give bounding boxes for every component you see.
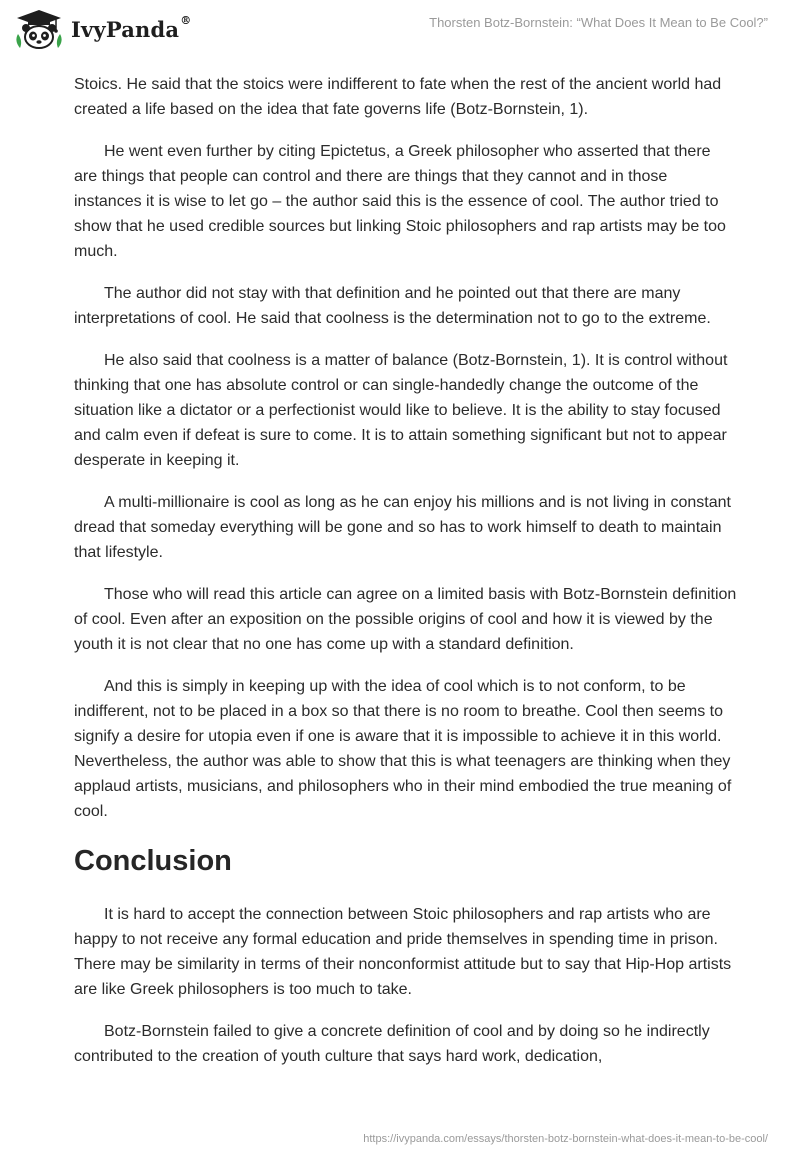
section-heading-conclusion: Conclusion (74, 845, 232, 877)
source-url-link[interactable]: https://ivypanda.com/essays/thorsten-botz-bornstein-what-does-it-mean-to-be-cool/ (363, 1133, 768, 1145)
panda-graduate-icon (14, 8, 64, 50)
paragraph-1: Stoics. He said that the stoics were indifferent to fate when the rest of the ancient world had created a life based on the idea that fate governs life (Botz-Bornstein, 1). (74, 76, 722, 118)
paragraph-6: Those who will read this article can agree on a limited basis with Botz-Bornstein definition of cool. Even after an exposition on the possible origins of cool and how it is viewed by the youth it is not clear that no one has come up with a standard definition. (74, 586, 737, 653)
ivypanda-logo[interactable] (14, 8, 191, 50)
paragraph-7: And this is simply in keeping up with the idea of cool which is to not conform, to be indifferent, not to be placed in a box so that there is no room to breathe. Cool then seems to signify a desire for utopia even if one is aware that it is impossible to achieve it in this world. Nevertheless, the author was able to show that this is what teenagers are thinking when they applaud artists, musicians, and philosophers who in their mind embodied the true meaning of cool. (74, 678, 732, 820)
page-header (0, 0, 800, 64)
essay-body (74, 72, 738, 1086)
conclusion-paragraph-2: Botz-Bornstein failed to give a concrete definition of cool and by doing so he indirectly contributed to the creation of youth culture that says hard work, dedication, (74, 1023, 710, 1065)
paragraph-4: He also said that coolness is a matter of balance (Botz-Bornstein, 1). It is control without thinking that one has absolute control or can single-handedly change the outcome of the situation like a dictator or a perfectionist would like to believe. It is the ability to stay focused and calm even if defeat is sure to come. It is to attain something significant but not to appear desperate in keeping it. (74, 352, 728, 469)
document-title: Thorsten Botz-Bornstein: “What Does It Mean to Be Cool?” (429, 15, 768, 30)
registered-mark: ® (180, 13, 192, 27)
conclusion-paragraph-1: It is hard to accept the connection between Stoic philosophers and rap artists who are happy to not receive any formal education and pride themselves in spending time in prison. There may be similarity in terms of their nonconformist attitude but to say that Hip-Hop artists are like Greek philosophers is too much to take. (74, 906, 732, 998)
paragraph-2: He went even further by citing Epictetus, a Greek philosopher who asserted that there are things that people can control and there are things that they cannot and in those instances it is wise to let go – the author said this is the essence of cool. The author tried to show that he used credible sources but linking Stoic philosophers and rap artists may be too much. (74, 143, 726, 260)
brand-name: IvyPanda® (71, 13, 192, 42)
paragraph-5: A multi-millionaire is cool as long as he can enjoy his millions and is not living in constant dread that someday everything will be gone and so has to work himself to death to maintain that lifestyle. (74, 494, 731, 561)
paragraph-3: The author did not stay with that definition and he pointed out that there are many interpretations of cool. He said that coolness is the determination not to go to the extreme. (74, 285, 711, 327)
